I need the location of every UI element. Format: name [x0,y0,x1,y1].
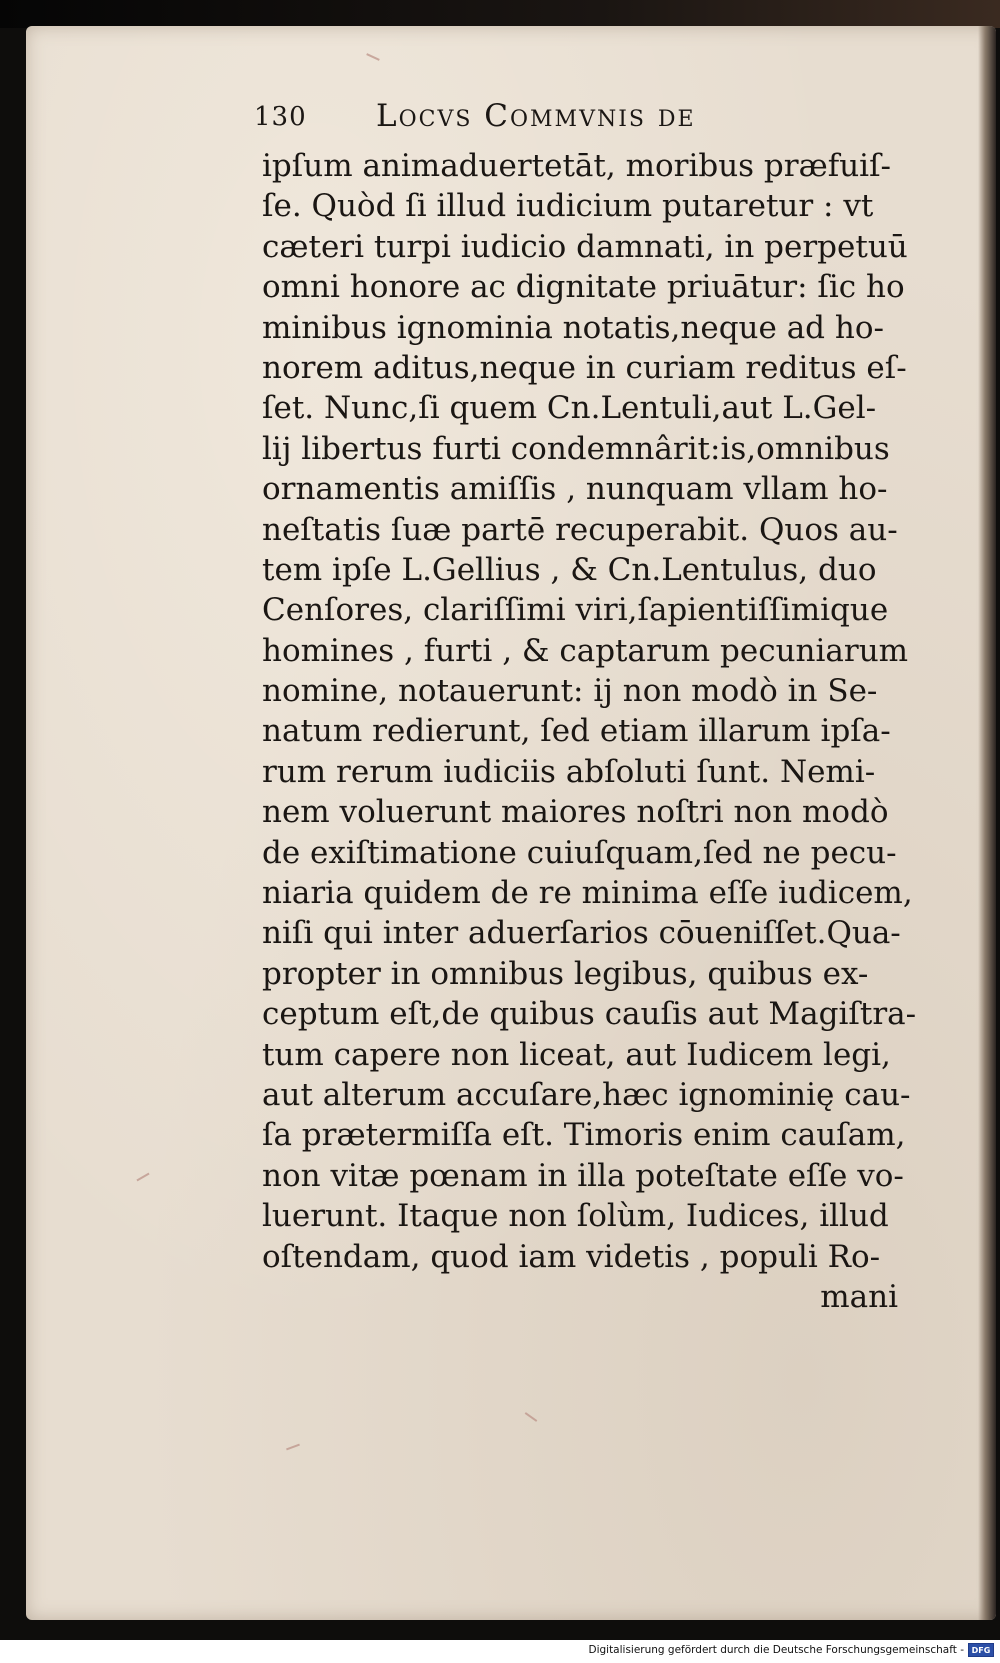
text-line: oſtendam, quod iam videtis , populi Ro- [262,1238,881,1275]
text-line: homines , furti , & captarum pecuniarum [262,632,909,669]
text-line: tem ipſe L.Gellius , & Cn.Lentulus, duo [262,551,877,588]
digitization-footer [0,1640,1000,1663]
text-line: Cenſores, clariſſimi viri,ſapientiſſimique [262,592,889,629]
text-line: natum redierunt, ſed etiam illarum ipſa- [262,713,891,750]
text-line: luerunt. Itaque non ſolùm, Iudices, illud [262,1198,889,1235]
page-gutter [978,26,996,1620]
page-number: 130 [254,102,307,132]
text-line: ſe. Quòd ſi illud iudicium putaretur : vt [262,188,874,225]
text-line: minibus ignominia notatis,neque ad ho- [262,309,884,346]
paper-fleck [286,1444,300,1451]
text-line: nomine, notauerunt: ij non modò in Se- [262,673,878,710]
funding-credit: Digitalisierung gefördert durch die Deutsche Forschungsgemeinschaft - [588,1644,964,1656]
text-line: niſi qui inter aduerſarios cōueniſſet.Qua- [262,915,901,952]
text-line: norem aditus,neque in curiam reditus eſ- [262,349,907,386]
text-line: propter in omnibus legibus, quibus ex- [262,955,869,992]
text-line: neſtatis ſuæ partē recuperabit. Quos au- [262,511,898,548]
text-line: ipſum animaduertetāt, moribus præfuiſ- [262,148,892,184]
dfg-logo-icon[interactable]: DFG [968,1643,994,1657]
text-line: ſa prætermiſſa eſt. Timoris enim cauſam, [262,1117,906,1154]
catchword: mani [820,1278,898,1315]
text-line: ceptum eſt,de quibus cauſis aut Magiſtra- [262,996,917,1033]
text-line: tum capere non liceat, aut Iudicem legi, [262,1036,891,1073]
text-line: omni honore ac dignitate priuātur: ſic ho [262,269,905,306]
text-line: lij libertus furti condemnârit:is,omnibus [262,430,890,467]
running-title: Locvs Commvnis de [376,98,696,134]
text-line: ſet. Nunc,ſi quem Cn.Lentuli,aut L.Gel- [262,390,877,427]
body-text [262,146,917,1317]
text-line: niaria quidem de re minima eſſe iudicem, [262,875,913,912]
running-head [254,98,894,140]
text-line: non vitæ pœnam in illa poteſtate eſſe vo- [262,1157,904,1194]
text-line: aut alterum accuſare,hæc ignominię cau- [262,1076,911,1113]
text-line: de exiſtimatione cuiuſquam,ſed ne pecu- [262,834,897,871]
paper-fleck [136,1173,149,1182]
text-line: nem voluerunt maiores noſtri non modò [262,794,889,831]
paper-fleck [525,1412,538,1422]
text-line: cæteri turpi iudicio damnati, in perpetuū [262,228,908,265]
text-line: ornamentis amiſſis , nunquam vllam ho- [262,471,888,508]
text-line: rum rerum iudiciis abſoluti ſunt. Nemi- [262,753,876,790]
paper-fleck [366,53,380,61]
